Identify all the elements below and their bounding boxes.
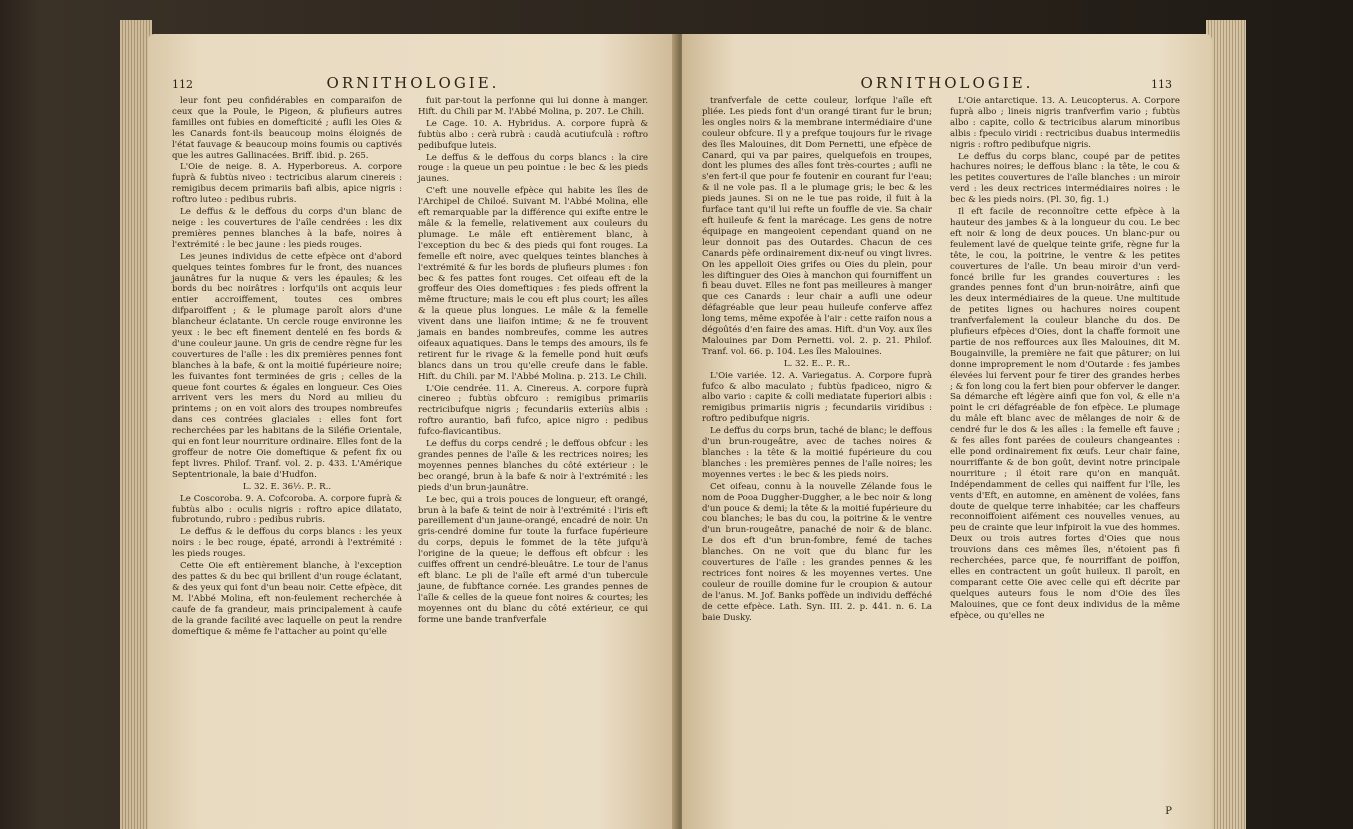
paragraph: L'Oie variée. 12. A. Variegatus. A. Corpore fuprà fufco & albo maculato ; fubtùs fpadiceo, nigro & albo vario : capite & colli mediatate fuperiori albis : remigibus primariis nigris ; fecundariis viridibus : roftro pedibufque nigris. — [702, 370, 932, 425]
left-page — [148, 34, 678, 829]
paragraph: Le deffus du corps cendré ; le deffous obfcur : les grandes pennes de l'aîle & les rectrices noires; les moyennes pennes blanches du côté extérieur : le bec orangé, brun à la bafe & noir à l'extrémité : les pieds d'un brun-jaunâtre. — [418, 439, 648, 493]
paragraph: Le deffus & le deffous du corps blancs : la cire rouge : la queue un peu pointue : le bec & les pieds jaunes. — [418, 152, 648, 185]
paragraph: Le Cage. 10. A. Hybridus. A. corpore fuprà & fubtùs albo : cerà rubrà : caudà acutiufculà : roftro pedibufque luteis. — [418, 118, 648, 151]
paragraph: Le deffus du corps brun, taché de blanc; le deffous d'un brun-rougeâtre, avec de taches noires & blanches : la tête & la moitié fupérieure du cou blanches : les premières pennes de l'aîle noires; les moyennes vertes : le bec & les pieds noirs. — [702, 426, 932, 480]
paragraph: Les jeunes individus de cette efpèce ont d'abord quelques teintes fombres fur le front, des nuances jaunâtres fur la nuque & vers les épaules; & les bords du bec noirâtres : lorfqu'ils ont acquis leur entier accroiffement, toutes ces ombres difparoiffent ; & le plumage paroît alors d'une blancheur éclatante. Un cercle rouge environne les yeux : le bec eft finement dentelé en fes bords & d'une couleur jaune. Un gris de cendre règne fur les couvertures de l'aîle : les dix premières pennes font blanches à la bafe, & ont la moitié fupérieure noire; les fuivantes font terminées de gris ; celles de la queue font courtes & égales en longueur. Ces Oies arrivent vers les mers du Nord au milieu du printems ; on en voit alors des troupes nombreufes dans ces contrées glaciales : elles font fort recherchées par les habitans de la Siléfie Orientale, qui en font leur nourriture ordinaire. Elles font de la groffeur de notre Oie domeftique & pefent fix ou fept livres. Philof. Tranf. vol. 2. p. 433. L'Amérique Septentrionale, la baie d'Hudfon. — [172, 251, 402, 480]
paragraph: L'Oie cendrée. 11. A. Cinereus. A. corpore fuprà cinereo ; fubtùs obfcuro : remigibus primariis rectricibufque nigris ; fecundariis exteriùs albis : roftro aurantio, bafi fufco, apice nigro : pedibus fufco-flavicantibus. — [418, 383, 648, 438]
paragraph: Le deffus & le deffous du corps blancs : les yeux noirs : le bec rouge, épaté, arrondi à l'extrémité : les pieds rouges. — [172, 527, 402, 560]
left-column-2 — [418, 96, 648, 627]
paragraph: fuit par-tout la perfonne qui lui donne à manger. Hift. du Chili par M. l'Abbé Molina, p. 207. Le Chili. — [418, 96, 648, 117]
right-page — [682, 34, 1212, 829]
left-page-number: 112 — [172, 78, 193, 91]
paragraph: L'Oie de neige. 8. A. Hyperboreus. A. corpore fuprà & fubtùs niveo : tectricibus alarum cinereis : remigibus decem primariis bafi albis, apice nigris : roftro luteo : pedibus rubris. — [172, 162, 402, 206]
signature-mark: P — [1165, 806, 1172, 817]
paragraph: leur font peu confidérables en comparaifon de ceux que la Poule, le Pigeon, & plufieurs autres familles ont fubies en domefticité ; aufli les Oies & les Canards font-ils beaucoup moins éloignés de l'état fauvage & beaucoup moins foumis ou captivés que les autres Gallinacées. Briff. ibid. p. 265. — [172, 96, 402, 161]
paragraph: tranfverfale de cette couleur, lorfque l'aîle eft pliée. Les pieds font d'un orangé tirant fur le brun; les ongles noirs & la membrane intermédiaire d'une couleur obfcure. Il y a prefque toujours fur le rivage des îles Malouines, dit Dom Pernetti, une efpèce de Canard, qui va par paires, quelquefois en troupes, dont les plumes des aîles font très-courtes ; aufli ne s'en fert-il que pour fe foutenir en courant fur l'eau; & il ne vole pas. Il a le plumage gris; le bec & les pieds jaunes. Si on ne le tue pas roide, il fuit à la furface tant qu'il lui refte un fouffle de vie. Sa chair eft huileufe & fent la marécage. Les gens de notre équipage en mangeoient cependant quand on ne leur donnoit pas des Outardes. Chacun de ces Canards pèfe ordinairement dix-neuf ou vingt livres. On les appelloit Oies grifes ou Oies du plein, pour les diftinguer des Oies à manchon qui fourniffent un fi beau duvet. Elles ne font pas meilleures à manger que ces Canards : leur chair a aufli une odeur défagréable que leur peau huileufe conferve affez long tems, même expofée à l'air : cette raifon nous a dégoûtés d'en faire des amas. Hift. d'un Voy. aux îles Malouines par Dom Pernetti. vol. 2. p. 21. Philof. Tranf. vol. 66. p. 104. Les îles Malouines. — [702, 96, 932, 357]
paragraph: Il eft facile de reconnoître cette efpèce à la hauteur des jambes & à la longueur du cou. Le bec eft noir & long de deux pouces. Un blanc-pur ou feulement lavé de quelque teinte grife, règne fur la tête, le cou, la poitrine, le ventre & les petites couvertures de l'aîle. Un beau miroir d'un verd-foncé brille fur les grandes couvertures : les grandes pennes font d'un brun-noirâtre, ainfi que les deux intermédiaires de la queue. Une multitude de petites lignes ou hachures noires coupent tranfverfalement la couleur blanche du dos. De plufieurs efpèces d'Oies, dont la chaffe formoit une partie de nos reffources aux îles Malouines, dit M. Bougainville, la première ne fait que pâturer; on lui donne improprement le nom d'Outarde : fes jambes élevées lui fervent pour fe tirer des grandes herbes ; & fon long cou la fert bien pour obferver le danger. Sa démarche eft légère ainfi que fon vol, & elle n'a point le cri défagréable de fon efpèce. Le plumage du mâle eft blanc avec de mêlanges de noir & de cendré fur le dos & les aîles : la femelle eft fauve ; & fes aîles font parées de couleurs changeantes : elle pond ordinairement fix œufs. Leur chair faine, nourriffante & de bon goût, devint notre principale nourriture ; il étoit rare qu'on en manquât. Indépendamment de celles qui naiffent fur l'île, les vents d'Eft, en automne, en amènent de volées, fans doute de quelque terre inhabitée; car les chaffeurs reconnoiffoient aifément ces nouvelles venues, au peu de crainte que leur infpiroit la vue des hommes. Deux ou trois autres fortes d'Oies que nous trouvions dans ces mêmes îles, n'étoient pas fi recherchées, parce que, fe nourriffant de poiffon, elles en contractent un goût huileux. Il paroît, en comparant cette Oie avec celle qui eft décrite par quelques auteurs fous le nom d'Oie des îles Malouines, que ce font deux individus de la même efpèce, ou qu'elles ne — [950, 207, 1180, 621]
right-page-number: 113 — [1151, 78, 1172, 91]
paragraph: Le deffus du corps blanc, coupé par de petites hachures noires; le deffous blanc : la tête, le cou & les petites couvertures de l'aîle blanches : un miroir verd : les deux rectrices intermédiaires noires : le bec & les pieds noirs. (Pl. 30, fig. 1.) — [950, 151, 1180, 206]
paragraph: Le deffus & le deffous du corps d'un blanc de neige : les couvertures de l'aîle cendrées : les dix premières pennes blanches à la bafe, noires à l'extrémité : le bec jaune : les pieds rouges. — [172, 207, 402, 250]
paragraph: Le Coscoroba. 9. A. Cofcoroba. A. corpore fuprà & fubtùs albo : oculis nigris : roftro apice dilatato, fubrotundo, rubro : pedibus rubris. — [172, 493, 402, 526]
right-running-title: ORNITHOLOGIE. — [860, 74, 1034, 92]
left-running-head — [148, 74, 678, 96]
paragraph: L. 32. E.. P.. R.. — [783, 358, 851, 369]
left-column-1 — [172, 96, 402, 638]
paragraph: C'eft une nouvelle efpèce qui habite les îles de l'Archipel de Chiloé. Suivant M. l'Abbé Molina, elle eft remarquable par la différence qui exifte entre le mâle & la femelle, relativement aux couleurs du plumage. Le mâle eft entièrement blanc, à l'exception du bec & des pieds qui font rouges. La femelle eft noire, avec quelques teintes blanches à l'extrémité & fur les bords de plufieurs plumes : fon bec & fes pattes font rouges. Cet oifeau eft de la groffeur des Oies domeftiques : fes pieds offrent la même ftructure; mais le cou eft plus court; les aîles & la queue plus longues. Le mâle & la femelle vivent dans une liaifon intime; & ne fe trouvent jamais en bandes nombreufes, comme les autres oifeaux aquatiques. Dans le temps des amours, ils fe retirent fur le rivage & la femelle pond huit œufs blancs dans un trou qu'elle creufe dans le fable. Hift. du Chili. par M. l'Abbé Molina. p. 213. Le Chili. — [418, 186, 648, 382]
right-running-head — [682, 74, 1212, 96]
right-column-1 — [702, 96, 932, 625]
paragraph: L. 32. E. 36½. P.. R.. — [242, 481, 332, 492]
right-page-edges — [1206, 20, 1246, 829]
paragraph: L'Oie antarctique. 13. A. Leucopterus. A. Corpore fuprà albo ; lineis nigris tranfverfim vario ; fubtùs albo : capite, collo & tectricibus alarum minoribus albis : fpeculo viridi : rectricibus duabus intermediis nigris : roftro pedibufque nigris. — [950, 96, 1180, 150]
right-column-2 — [950, 96, 1180, 623]
paragraph: Le bec, qui a trois pouces de longueur, eft orangé, brun à la bafe & teint de noir à l'extrémité : l'iris eft pareillement d'un jaune-orangé, encadré de noir. Un gris-cendré domine fur toute la furface fupérieure du corps, depuis le fommet de la tête jufqu'à l'origine de la queue; le deffous eft obfcur : les cuiffes offrent un cendré-bleuâtre. Le tour de l'anus eft blanc. Le pli de l'aîle eft armé d'un tubercule jaune, de fubftance cornée. Les grandes pennes de l'aîle & celles de la queue font noires & courtes; les moyennes ont du blanc du côté extérieur, ce qui forme une bande tranfverfale — [418, 494, 648, 625]
paragraph: Cet oifeau, connu à la nouvelle Zélande fous le nom de Pooa Duggher-Duggher, a le bec noir & long d'un pouce & demi; la tête & la moitié fupérieure du cou blanches; le bas du cou, la poitrine & le ventre d'un brun-rougeâtre, panaché de noir & de blanc. Le dos eft d'un brun-fombre, femé de taches blanches. On ne voit que du blanc fur les couvertures de l'aîle : les grandes pennes & les rectrices font noires & les moyennes vertes. Une couleur de rouille domine fur le croupion & autour de l'anus. M. Jof. Banks poffède un individu defféché de cette efpèce. Lath. Syn. III. 2. p. 441. n. 6. La baie Dusky. — [702, 481, 932, 623]
paragraph: Cette Oie eft entièrement blanche, à l'exception des pattes & du bec qui brillent d'un rouge éclatant, & des yeux qui font d'un beau noir. Cette efpèce, dit M. l'Abbé Molina, eft non-feulement recherchée à caufe de fa grandeur, mais principalement à caufe de la grande facilité avec laquelle on peut la rendre domeftique & même fe l'attacher au point qu'elle — [172, 561, 402, 637]
left-running-title: ORNITHOLOGIE. — [326, 74, 500, 92]
